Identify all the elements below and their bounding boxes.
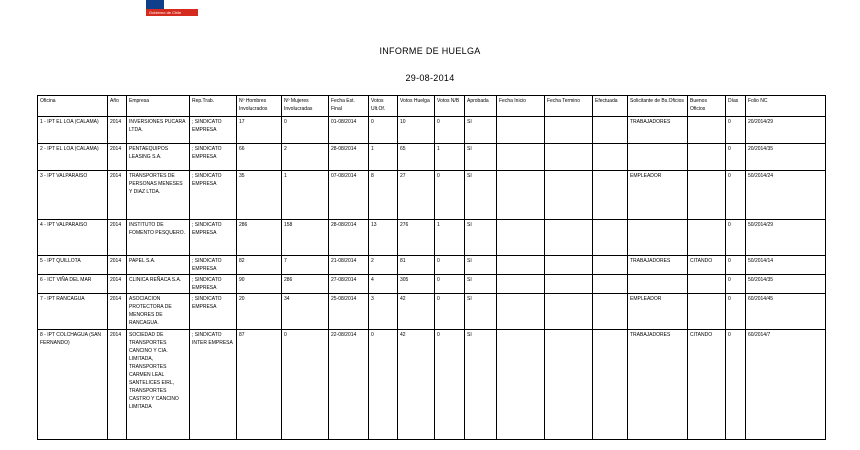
table-cell [545, 171, 593, 220]
table-cell: 66 [237, 144, 282, 171]
table-cell [593, 171, 628, 220]
table-cell: 158 [282, 220, 329, 256]
column-header: Votos Huelga [398, 96, 435, 117]
table-cell: 22-08/2014 [329, 330, 369, 440]
table-cell: 0 [369, 117, 398, 144]
table-cell [497, 117, 545, 144]
table-cell [688, 144, 726, 171]
table-cell [593, 330, 628, 440]
table-cell: TRANSPORTES DE PERSONAS MENESES Y DIAZ LTDA. [127, 171, 190, 220]
table-cell: 3 - IPT VALPARAISO [38, 171, 108, 220]
table-cell: 0 [726, 171, 746, 220]
table-row [38, 275, 826, 294]
column-header: Buenos Oficios [688, 96, 726, 117]
table-cell: ; SINDICATO EMPRESA [190, 144, 237, 171]
table-cell: 3 [369, 294, 398, 330]
table-cell: 6 - ICT VIÑA DEL MAR [38, 275, 108, 294]
table-cell [688, 117, 726, 144]
table-cell [593, 275, 628, 294]
table-cell: 1 [369, 144, 398, 171]
table-cell [593, 294, 628, 330]
table-cell: SOCIEDAD DE TRANSPORTES CANCINO Y CIA. LIMITADA, TRANSPORTES CARMEN LEAL SANTELICES EIRL, TRANSPORTES CASTRO Y CANCINO LIMITADA [127, 330, 190, 440]
table-cell: 2014 [108, 294, 127, 330]
table-row [38, 171, 826, 220]
table-cell: 7 [282, 256, 329, 275]
table-cell: 21-08/2014 [329, 256, 369, 275]
table-cell: TRABAJADORES [628, 117, 688, 144]
table-cell [593, 256, 628, 275]
table-cell: 07-08/2014 [329, 171, 369, 220]
column-header: Días [726, 96, 746, 117]
column-header: Votos Ult.Of. [369, 96, 398, 117]
table-cell: SI [465, 256, 497, 275]
table-cell: ASOCIACION PROTECTORA DE MENORES DE RANCAGUA. [127, 294, 190, 330]
table-cell: SI [465, 220, 497, 256]
table-cell: SI [465, 117, 497, 144]
table-cell: 4 [369, 275, 398, 294]
table-cell: SI [465, 275, 497, 294]
table-cell: 0 [435, 256, 465, 275]
table-cell [545, 117, 593, 144]
table-cell: 2 [369, 256, 398, 275]
table-cell: 0 [726, 220, 746, 256]
table-cell: 0 [435, 275, 465, 294]
table-cell: 25-08/2014 [329, 294, 369, 330]
table-cell [497, 275, 545, 294]
table-cell: 0 [282, 330, 329, 440]
table-cell: PAPEL S.A. [127, 256, 190, 275]
table-cell: SI [465, 171, 497, 220]
table-cell: SI [465, 330, 497, 440]
strike-report-table [37, 95, 826, 440]
table-cell: 2 - IPT EL LOA (CALAMA) [38, 144, 108, 171]
table-cell: ; SINDICATO EMPRESA [190, 117, 237, 144]
table-cell [545, 220, 593, 256]
table-cell [688, 171, 726, 220]
table-cell: ; SINDICATO INTER EMPRESA [190, 330, 237, 440]
table-cell [497, 144, 545, 171]
table-cell: 27 [398, 171, 435, 220]
table-cell: PENTAEQUIPOS LEASING S.A. [127, 144, 190, 171]
table-cell: 0 [282, 117, 329, 144]
table-cell: 17 [237, 117, 282, 144]
table-cell: 81 [398, 256, 435, 275]
table-cell: 1 [435, 220, 465, 256]
gobierno-logo [146, 0, 198, 16]
table-cell: 286 [282, 275, 329, 294]
table-cell: 50/2014/14 [746, 256, 826, 275]
table-cell [545, 330, 593, 440]
table-cell [628, 275, 688, 294]
table-cell: ; SINDICATO EMPRESA [190, 256, 237, 275]
table-cell: 2014 [108, 220, 127, 256]
table-cell: 7 - IPT RANCAGUA [38, 294, 108, 330]
table-cell: 0 [726, 330, 746, 440]
table-cell: 0 [435, 171, 465, 220]
table-cell: 0 [435, 117, 465, 144]
table-cell: INSTITUTO DE FOMENTO PESQUERO. [127, 220, 190, 256]
table-cell: 0 [726, 144, 746, 171]
table-cell: 50/2014/24 [746, 171, 826, 220]
column-header: Rep.Trab. [190, 96, 237, 117]
table-cell [688, 275, 726, 294]
table-cell [497, 294, 545, 330]
table-cell [688, 220, 726, 256]
column-header: Nº Hombres Involucrados [237, 96, 282, 117]
table-header-row [38, 96, 826, 117]
table-cell: 60/2014/7 [746, 330, 826, 440]
table-row [38, 117, 826, 144]
table-cell [545, 275, 593, 294]
table-row [38, 144, 826, 171]
table-cell: 65 [398, 144, 435, 171]
table-cell [545, 144, 593, 171]
table-cell: 4 - IPT VALPARAISO [38, 220, 108, 256]
report-title: INFORME DE HUELGA [379, 46, 481, 56]
table-cell: 2014 [108, 171, 127, 220]
table-cell [545, 256, 593, 275]
table-cell [497, 256, 545, 275]
table-cell: 10 [398, 117, 435, 144]
column-header: Folio NC [746, 96, 826, 117]
table-cell: 35 [237, 171, 282, 220]
table-cell: 42 [398, 330, 435, 440]
table-cell: 34 [282, 294, 329, 330]
column-header: Votos N/B [435, 96, 465, 117]
table-row [38, 256, 826, 275]
table-cell: 90 [237, 275, 282, 294]
table-cell: EMPLEADOR [628, 171, 688, 220]
table-cell: 20/2014/35 [746, 144, 826, 171]
table-cell: 0 [726, 294, 746, 330]
table-cell: 276 [398, 220, 435, 256]
table-cell: 2014 [108, 117, 127, 144]
logo-text: Gobierno de Chile [149, 10, 182, 15]
table-cell: 0 [369, 330, 398, 440]
table-cell: ; SINDICATO EMPRESA [190, 275, 237, 294]
table-cell [628, 144, 688, 171]
table-cell [497, 171, 545, 220]
table-cell: 305 [398, 275, 435, 294]
table-cell: 28-08/2014 [329, 220, 369, 256]
column-header: Oficina [38, 96, 108, 117]
table-cell: 0 [726, 256, 746, 275]
table-cell: SI [465, 294, 497, 330]
table-cell: 60/2014/45 [746, 294, 826, 330]
column-header: Fecha Est. Final [329, 96, 369, 117]
table-cell: 42 [398, 294, 435, 330]
table-cell: 2014 [108, 330, 127, 440]
table-cell [545, 294, 593, 330]
table-cell: ; SINDICATO EMPRESA [190, 294, 237, 330]
table-cell: 0 [435, 294, 465, 330]
table-cell: 87 [237, 330, 282, 440]
column-header: Empresa [127, 96, 190, 117]
table-cell: CLINICA REÑACA S.A. [127, 275, 190, 294]
table-cell [688, 294, 726, 330]
table-cell: CITANDO [688, 256, 726, 275]
table-row [38, 220, 826, 256]
table-cell: 20/2014/29 [746, 117, 826, 144]
table-cell: INVERSIONES PUCARA LTDA. [127, 117, 190, 144]
table-cell [593, 220, 628, 256]
table-cell: 20 [237, 294, 282, 330]
table-cell: 1 - IPT EL LOA (CALAMA) [38, 117, 108, 144]
table-row [38, 294, 826, 330]
table-cell [593, 117, 628, 144]
column-header: Año [108, 96, 127, 117]
table-cell: 1 [282, 171, 329, 220]
table-cell: 01-08/2014 [329, 117, 369, 144]
table-cell: 0 [435, 330, 465, 440]
table-cell [497, 220, 545, 256]
table-cell: SI [465, 144, 497, 171]
column-header: Efectuada [593, 96, 628, 117]
table-cell: 28-08/2014 [329, 144, 369, 171]
column-header: Fecha Inicio [497, 96, 545, 117]
table-cell [628, 220, 688, 256]
table-cell: TRABAJADORES [628, 256, 688, 275]
table-cell: 2014 [108, 144, 127, 171]
report-date: 29-08-2014 [405, 73, 455, 83]
column-header: Aprobada [465, 96, 497, 117]
table-cell: 2014 [108, 275, 127, 294]
table-cell: 82 [237, 256, 282, 275]
table-cell: CITANDO [688, 330, 726, 440]
table-row [38, 330, 826, 440]
table-cell: 50/2014/29 [746, 220, 826, 256]
table-cell: 286 [237, 220, 282, 256]
table-cell: 1 [435, 144, 465, 171]
table-cell: 0 [726, 117, 746, 144]
table-cell [497, 330, 545, 440]
table-cell: TRABAJADORES [628, 330, 688, 440]
table-cell: 5 - IPT QUILLOTA [38, 256, 108, 275]
table-cell: 2014 [108, 256, 127, 275]
table-cell: 0 [726, 275, 746, 294]
column-header: Nº Mujeres Involucradas [282, 96, 329, 117]
table-cell: EMPLEADOR [628, 294, 688, 330]
column-header: Solicitante de Bs.Oficios [628, 96, 688, 117]
table-cell: ; SINDICATO EMPRESA [190, 171, 237, 220]
table-cell: 8 [369, 171, 398, 220]
table-cell: ; SINDICATO EMPRESA [190, 220, 237, 256]
table-cell: 27-08/2014 [329, 275, 369, 294]
table-cell [593, 144, 628, 171]
table-cell: 8 - IPT COLCHAGUA (SAN FERNANDO) [38, 330, 108, 440]
column-header: Fecha Termino [545, 96, 593, 117]
table-cell: 2 [282, 144, 329, 171]
logo-blue-block [146, 0, 164, 9]
table-cell: 13 [369, 220, 398, 256]
table-cell: 50/2014/35 [746, 275, 826, 294]
